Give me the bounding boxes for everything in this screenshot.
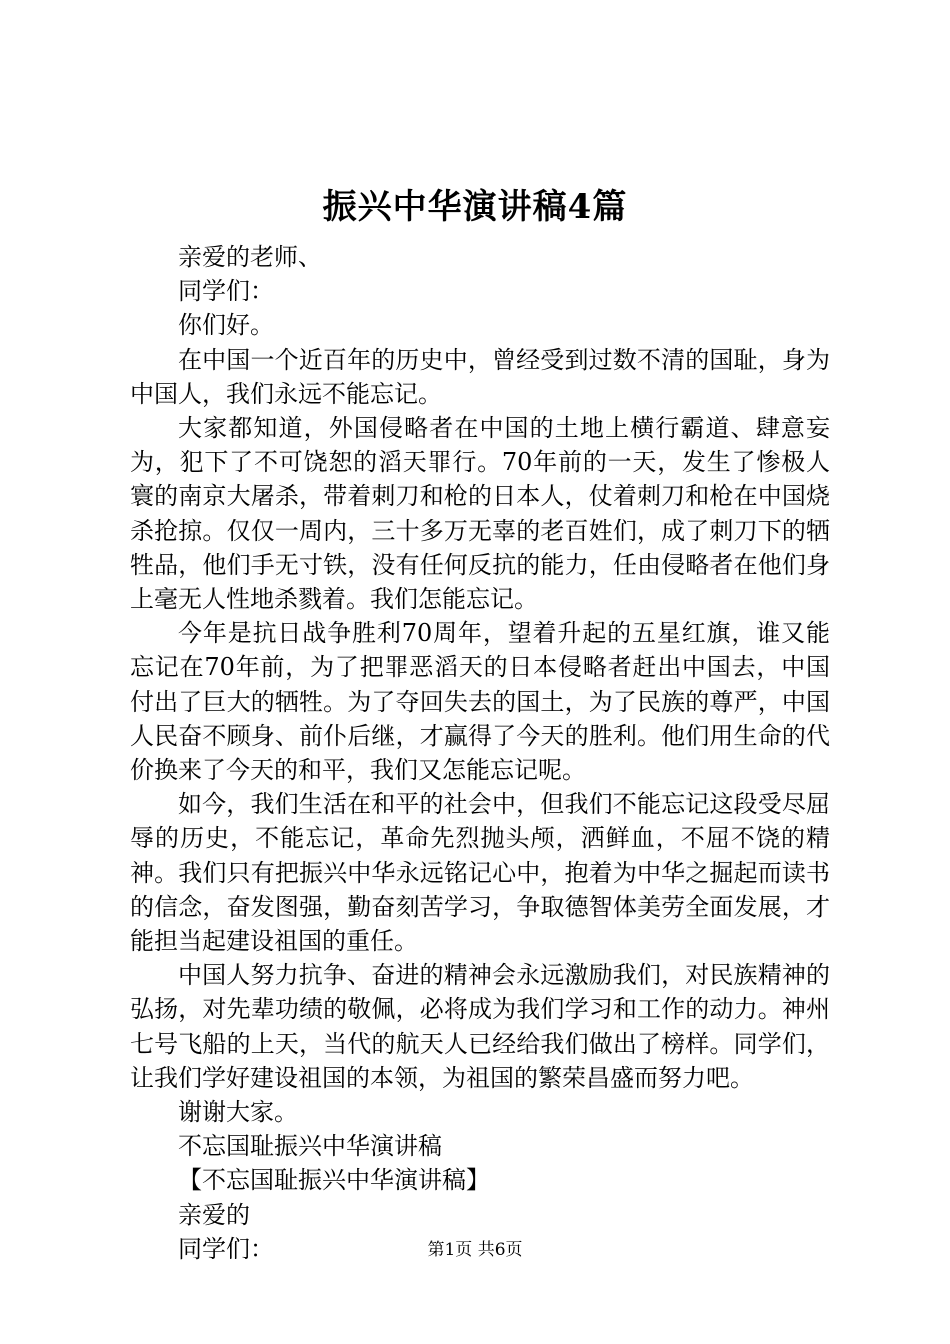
paragraph: 在中国一个近百年的历史中，曾经受到过数不清的国耻，身为中国人，我们永远不能忘记。 bbox=[130, 345, 830, 408]
paragraph: 亲爱的老师、 bbox=[178, 243, 322, 271]
paragraph: 【不忘国耻振兴中华演讲稿】 bbox=[178, 1166, 490, 1195]
paragraph: 大家都知道，外国侵略者在中国的土地上横行霸道、肆意妄为，犯下了不可饶恕的滔天罪行。70年前的一天，发生了惨极人寰的南京大屠杀，带着刺刀和枪的日本人，仗着刺刀和枪在中国烧杀抢掠。仅仅一周内，三十多万无辜的老百姓们，成了刺刀下的牺牲品，他们手无寸铁，没有任何反抗的能力，任由侵略者在他们身上毫无人性地杀戮着。我们怎能忘记。 bbox=[130, 414, 830, 614]
paragraph: 中国人努力抗争、奋进的精神会永远激励我们，对民族精神的弘扬，对先辈功绩的敬佩，必将成为我们学习和工作的动力。神州七号飞船的上天，当代的航天人已经给我们做出了榜样。同学们，让我们学好建设祖国的本领，为祖国的繁荣昌盛而努力吧。 bbox=[130, 961, 830, 1092]
document-title: 振兴中华演讲稿4篇 bbox=[322, 187, 628, 227]
paragraph: 谢谢大家。 bbox=[178, 1098, 298, 1127]
paragraph: 不忘国耻振兴中华演讲稿 bbox=[178, 1132, 442, 1161]
paragraph: 如今，我们生活在和平的社会中，但我们不能忘记这段受尽屈辱的历史，不能忘记，革命先烈抛头颅，洒鲜血，不屈不饶的精神。我们只有把振兴中华永远铭记心中，抱着为中华之掘起而读书的信念，奋发图强，勤奋刻苦学习，争取德智体美劳全面发展，才能担当起建设祖国的重任。 bbox=[130, 790, 830, 956]
document-body bbox=[130, 240, 830, 1266]
paragraph: 同学们： bbox=[178, 1234, 274, 1263]
paragraph: 今年是抗日战争胜利70周年，望着升起的五星红旗，谁又能忘记在70年前，为了把罪恶滔天的日本侵略者赶出中国去，中国付出了巨大的牺牲。为了夺回失去的国土，为了民族的尊严，中国人民奋不顾身、前仆后继，才赢得了今天的胜利。他们用生命的代价换来了今天的和平，我们又怎能忘记呢。 bbox=[130, 619, 830, 785]
page-number-footer: 第1页 共6页 bbox=[427, 1240, 523, 1260]
paragraph: 你们好。 bbox=[178, 311, 274, 340]
paragraph: 同学们： bbox=[178, 277, 274, 306]
paragraph: 亲爱的 bbox=[178, 1200, 250, 1229]
